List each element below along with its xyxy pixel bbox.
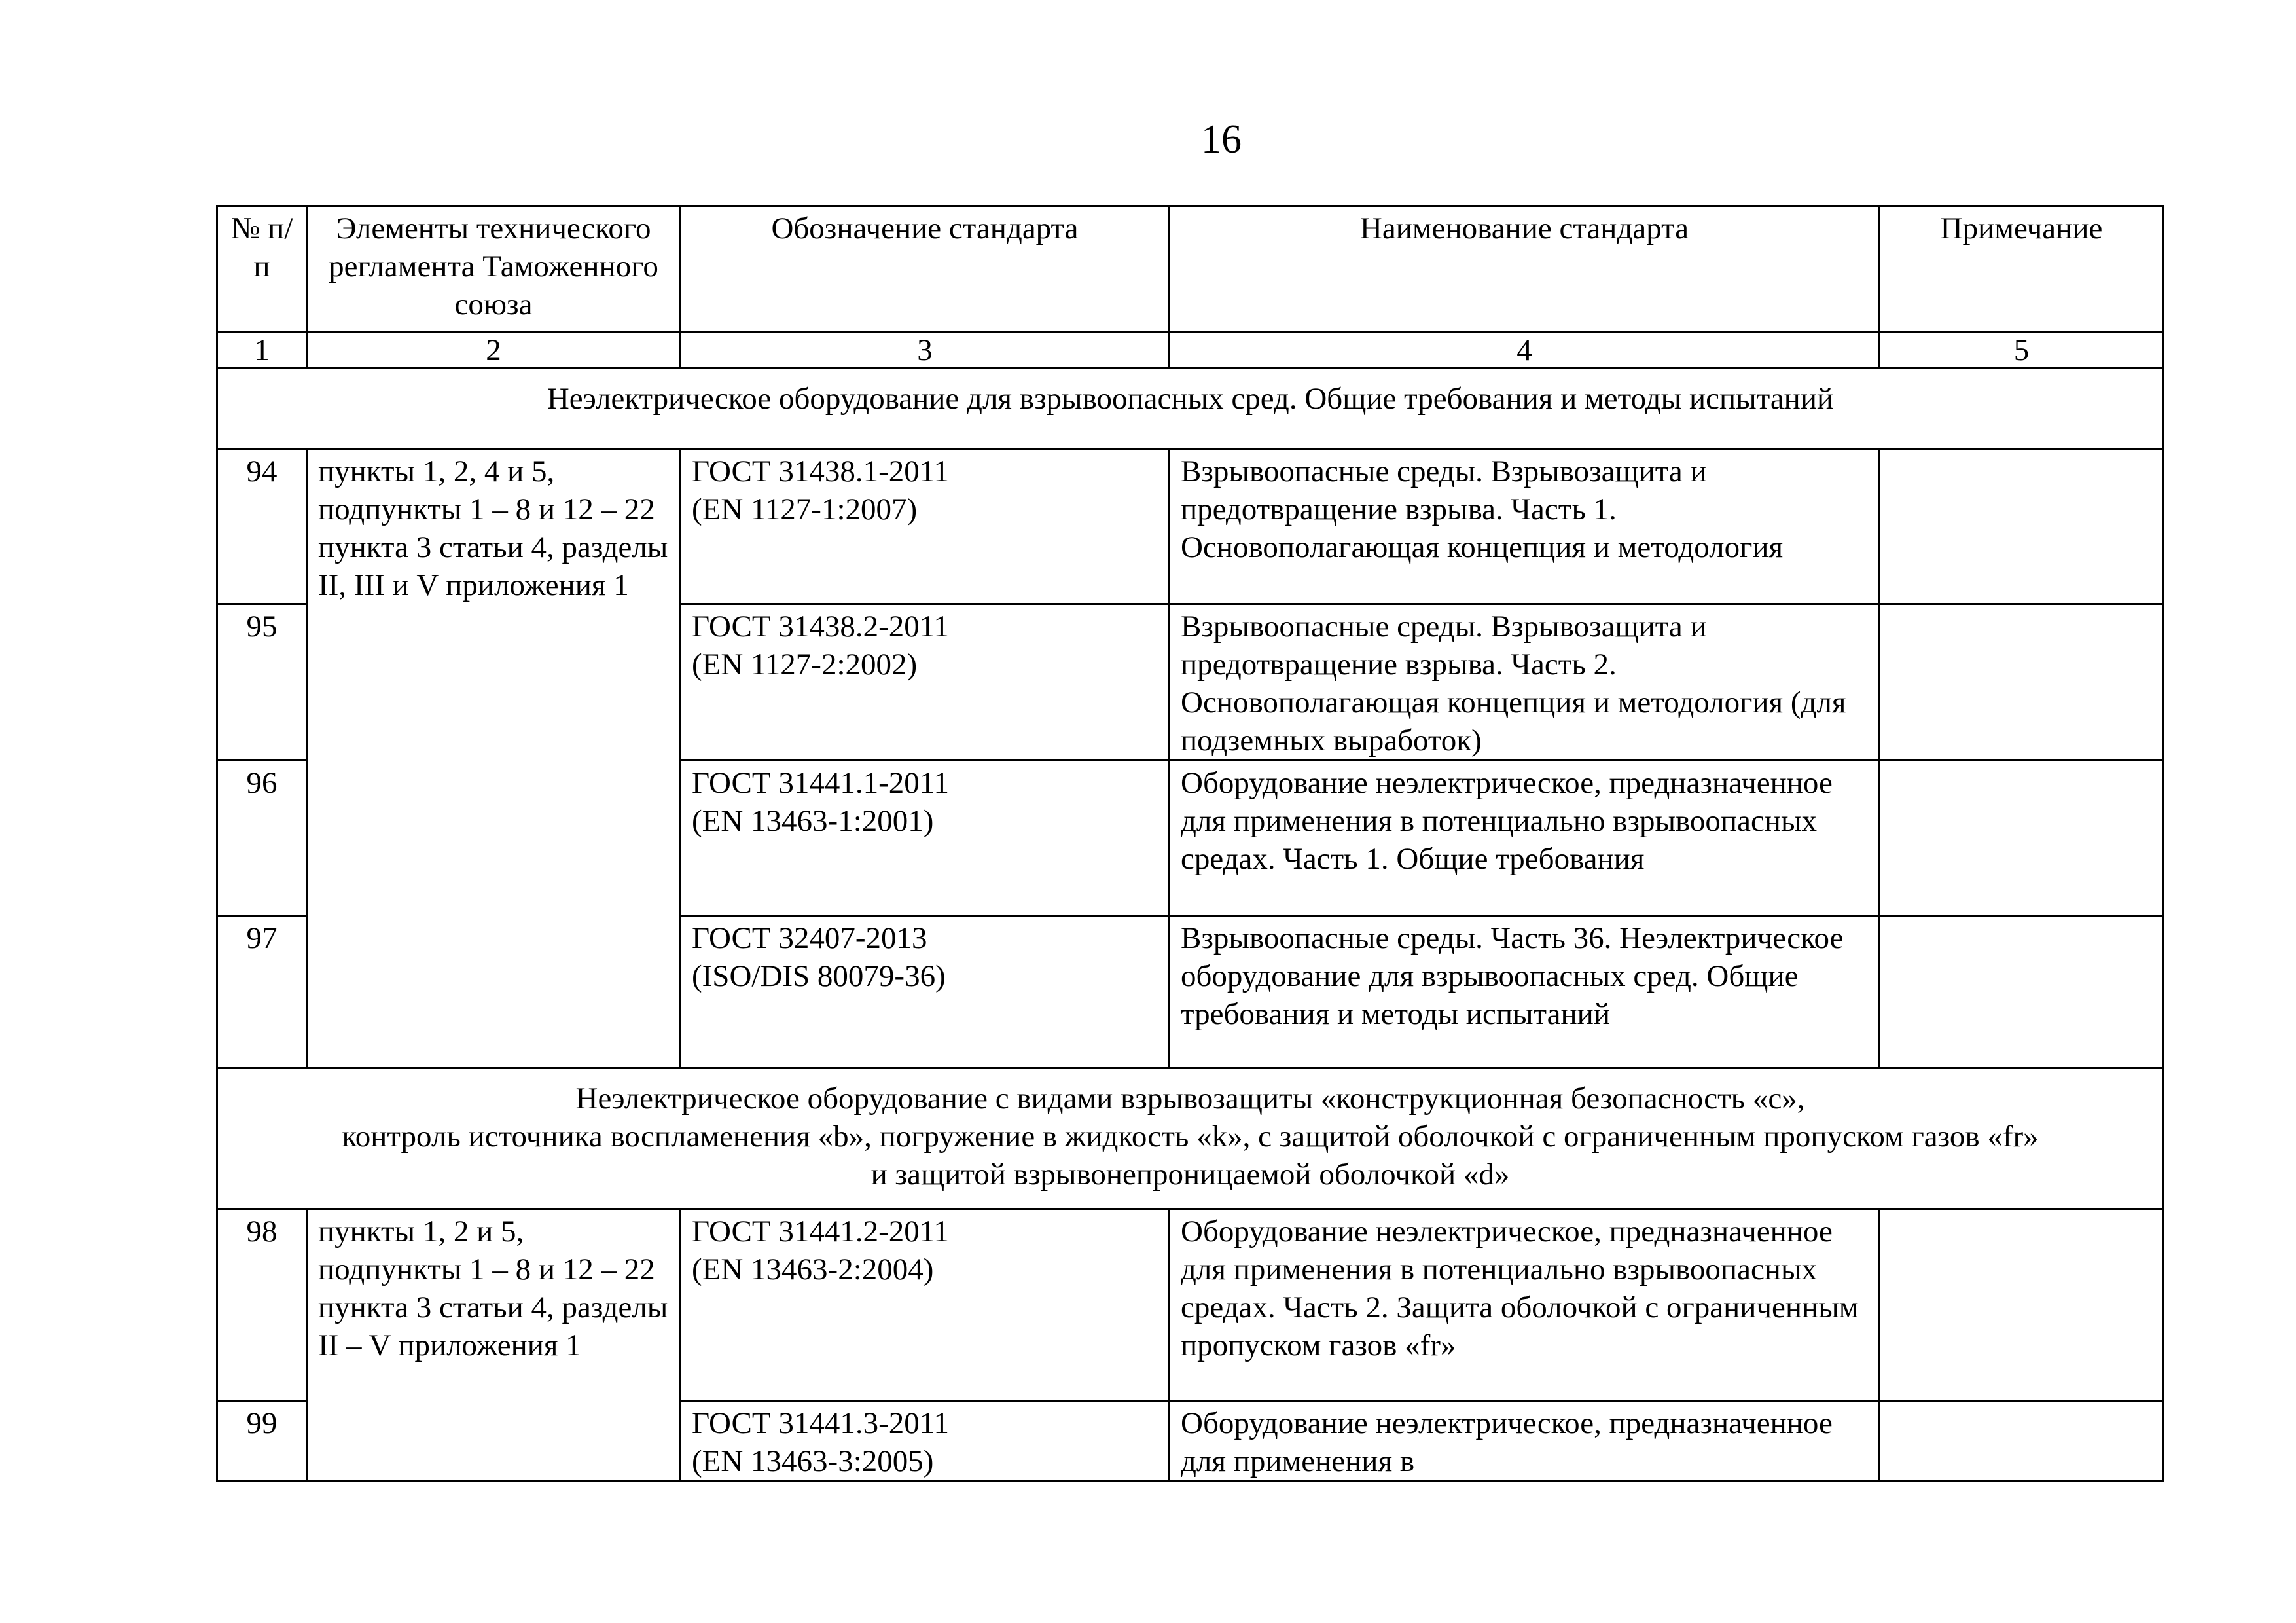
designation-equivalent: (ISO/DIS 80079-36) [692,959,946,993]
standards-table [216,205,2164,1482]
section-heading [217,1068,2164,1209]
column-number: 5 [1880,333,2164,369]
standard-name: Оборудование неэлектрическое, предназначенное для применения в потенциально взрывоопасных средах. Часть 1. Общие требования [1170,761,1880,916]
regulation-elements: пункты 1, 2 и 5, подпункты 1 – 8 и 12 – 22 пункта 3 статьи 4, разделы II – V приложения 1 [307,1209,681,1482]
standard-designation [681,604,1170,761]
table-row [217,1209,2164,1401]
designation-equivalent: (EN 13463-1:2001) [692,804,934,838]
regulation-elements: пункты 1, 2, 4 и 5, подпункты 1 – 8 и 12 – 22 пункта 3 статьи 4, разделы II, III и V приложения 1 [307,449,681,1068]
column-number: 4 [1170,333,1880,369]
note-cell [1880,761,2164,916]
standard-name: Оборудование неэлектрическое, предназначенное для применения в потенциально взрывоопасных средах. Часть 2. Защита оболочкой с ограниченным пропуском газов «fr» [1170,1209,1880,1401]
header-num: № п/п [217,206,307,333]
table-row [217,449,2164,604]
section-heading-line: контроль источника воспламенения «b», погружение в жидкость «k», с защитой оболочкой с ограниченным пропуском газов «fr» [342,1120,2039,1154]
standard-designation [681,449,1170,604]
designation-code: ГОСТ 31441.3-2011 [692,1406,949,1440]
column-numbers-row [217,333,2164,369]
column-number: 3 [681,333,1170,369]
note-cell [1880,449,2164,604]
designation-equivalent: (EN 13463-3:2005) [692,1444,934,1478]
section-heading-line: Неэлектрическое оборудование с видами взрывозащиты «конструкционная безопасность «c», [575,1082,1805,1116]
standard-designation [681,916,1170,1068]
header-row [217,206,2164,333]
header-note: Примечание [1880,206,2164,333]
header-elements: Элементы технического регламента Таможенного союза [307,206,681,333]
column-number: 2 [307,333,681,369]
section-heading: Неэлектрическое оборудование для взрывоопасных сред. Общие требования и методы испытаний [217,369,2164,449]
note-cell [1880,1209,2164,1401]
row-number: 99 [217,1401,307,1482]
row-number: 96 [217,761,307,916]
designation-code: ГОСТ 31441.2-2011 [692,1214,949,1249]
standard-name: Взрывоопасные среды. Взрывозащита и предотвращение взрыва. Часть 2. Основополагающая концепция и методология (для подземных выработок) [1170,604,1880,761]
section-heading-line: и защитой взрывонепроницаемой оболочкой «d» [870,1158,1510,1192]
section-heading-row [217,1068,2164,1209]
row-number: 95 [217,604,307,761]
standard-name: Взрывоопасные среды. Взрывозащита и предотвращение взрыва. Часть 1. Основополагающая концепция и методология [1170,449,1880,604]
standard-designation [681,1401,1170,1482]
standard-designation [681,761,1170,916]
designation-equivalent: (EN 1127-2:2002) [692,647,918,682]
header-designation: Обозначение стандарта [681,206,1170,333]
note-cell [1880,1401,2164,1482]
standard-name: Взрывоопасные среды. Часть 36. Неэлектрическое оборудование для взрывоопасных сред. Общие требования и методы испытаний [1170,916,1880,1068]
column-number: 1 [217,333,307,369]
row-number: 98 [217,1209,307,1401]
page-number: 16 [1201,117,1242,162]
note-cell [1880,604,2164,761]
section-heading-row [217,369,2164,449]
designation-code: ГОСТ 31441.1-2011 [692,766,949,800]
designation-equivalent: (EN 1127-1:2007) [692,492,918,526]
standard-designation [681,1209,1170,1401]
designation-code: ГОСТ 31438.2-2011 [692,610,949,644]
designation-code: ГОСТ 31438.1-2011 [692,454,949,488]
note-cell [1880,916,2164,1068]
header-name: Наименование стандарта [1170,206,1880,333]
row-number: 94 [217,449,307,604]
standard-name: Оборудование неэлектрическое, предназначенное для применения в [1170,1401,1880,1482]
row-number: 97 [217,916,307,1068]
designation-code: ГОСТ 32407-2013 [692,921,927,955]
designation-equivalent: (EN 13463-2:2004) [692,1252,934,1286]
